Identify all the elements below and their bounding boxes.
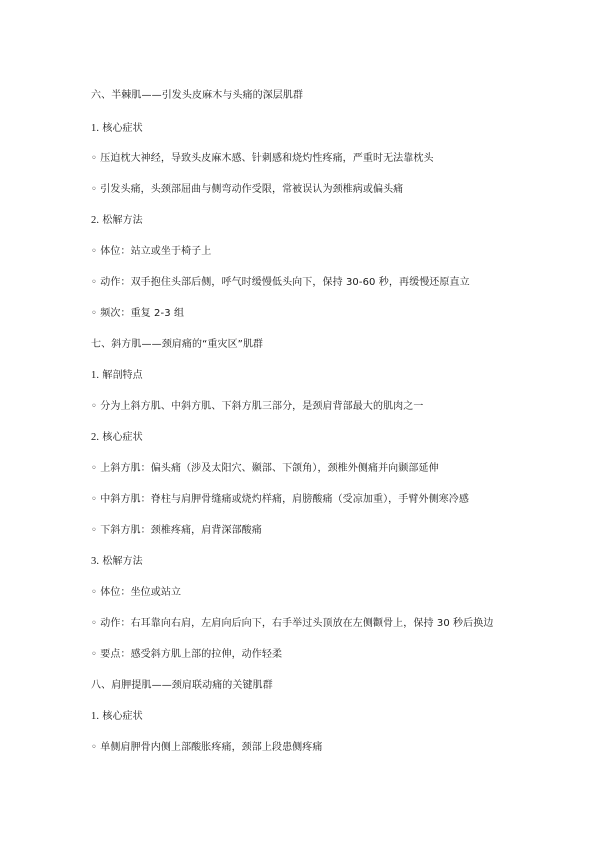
subsection-number: 2. xyxy=(91,432,100,443)
subsection-number: 1. xyxy=(91,123,100,134)
bullet-item: ◦ 体位：站立或坐于椅子上 xyxy=(91,246,212,257)
bullet-item: ◦ 引发头痛，头颈部屈曲与侧弯动作受限，常被误认为颈椎病或偏头痛 xyxy=(91,184,404,195)
subsection-title: 核心症状 xyxy=(102,123,143,134)
bullet-item: ◦ 动作：右耳靠向右肩，左肩向后向下，右手举过头顶放在左侧颧骨上，保持 30 秒后换边 xyxy=(91,618,494,629)
subsection-heading xyxy=(91,214,143,228)
bullet-item: ◦ 动作：双手抱住头部后侧，呼气时缓慢低头向下，保持 30-60 秒，再缓慢还原直立 xyxy=(91,277,470,288)
subsection-title: 松解方法 xyxy=(102,215,143,226)
subsection-title: 解剖特点 xyxy=(102,370,143,381)
bullet-item: ◦ 要点：感受斜方肌上部的拉伸，动作轻柔 xyxy=(91,649,283,660)
subsection-title: 松解方法 xyxy=(102,556,143,567)
subsection-heading xyxy=(91,369,143,383)
bullet-item: ◦ 单侧肩胛骨内侧上部酸胀疼痛，颈部上段患侧疼痛 xyxy=(91,742,323,753)
subsection-heading xyxy=(91,710,143,724)
bullet-item: ◦ 频次：重复 2-3 组 xyxy=(91,308,185,319)
section-heading: 八、肩胛提肌——颈肩联动痛的关键肌群 xyxy=(91,680,273,691)
bullet-item: ◦ 上斜方肌：偏头痛（涉及太阳穴、颞部、下颌角），颈椎外侧痛并向颞部延伸 xyxy=(91,463,439,474)
subsection-number: 2. xyxy=(91,215,100,226)
subsection-heading xyxy=(91,431,143,445)
subsection-number: 1. xyxy=(91,711,100,722)
subsection-number: 3. xyxy=(91,556,100,567)
subsection-title: 核心症状 xyxy=(102,711,143,722)
section-heading: 七、斜方肌——颈肩痛的“重灾区”肌群 xyxy=(91,339,264,350)
bullet-item: ◦ 中斜方肌：脊柱与肩胛骨缝痛或烧灼样痛，肩膀酸痛（受凉加重），手臂外侧寒冷感 xyxy=(91,494,469,505)
subsection-number: 1. xyxy=(91,370,100,381)
bullet-item: ◦ 体位：坐位或站立 xyxy=(91,587,182,598)
bullet-item: ◦ 分为上斜方肌、中斜方肌、下斜方肌三部分，是颈肩背部最大的肌肉之一 xyxy=(91,401,424,412)
section-heading: 六、半棘肌——引发头皮麻木与头痛的深层肌群 xyxy=(91,90,304,101)
subsection-heading xyxy=(91,122,143,136)
subsection-heading xyxy=(91,555,143,569)
bullet-item: ◦ 压迫枕大神经，导致头皮麻木感、针刺感和烧灼性疼痛，严重时无法靠枕头 xyxy=(91,153,434,164)
subsection-title: 核心症状 xyxy=(102,432,143,443)
bullet-item: ◦ 下斜方肌：颈椎疼痛，肩背深部酸痛 xyxy=(91,525,262,536)
